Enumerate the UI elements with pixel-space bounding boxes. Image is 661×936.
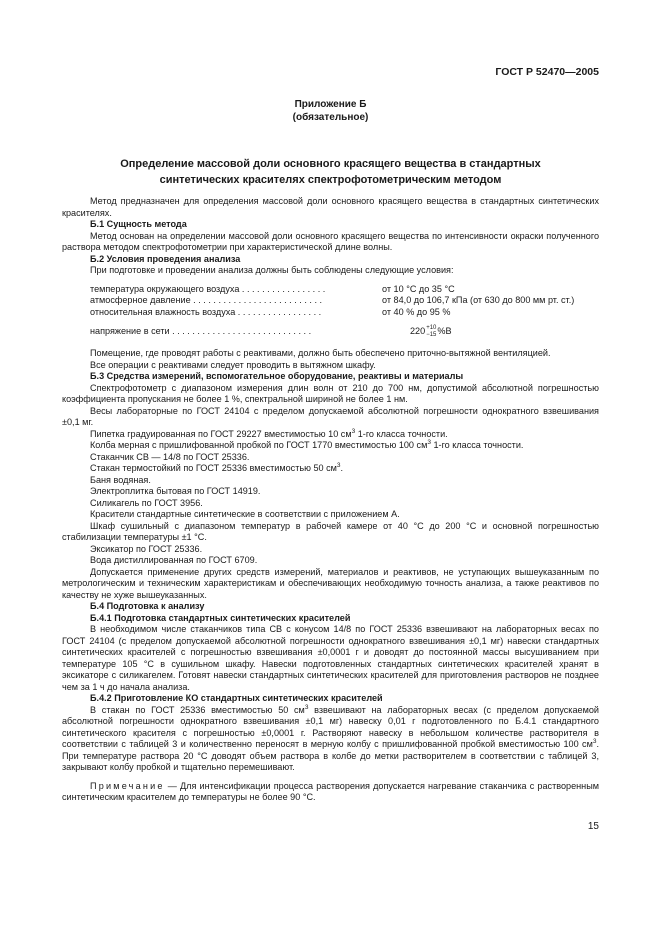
note-label: Примечание bbox=[90, 780, 165, 791]
list-item: Колба мерная с пришлифованной пробкой по ГОСТ 1770 вместимостью 100 $см^3$ 1-го класса точности. bbox=[90, 438, 524, 450]
list-item: Баня водяная. bbox=[90, 474, 151, 485]
section-b3-heading: Б.3 Средства измерений, вспомогательное оборудование, реактивы и материалы bbox=[90, 371, 464, 381]
main-title bbox=[0, 157, 661, 188]
section-b1-heading: Б.1 Сущность метода bbox=[90, 219, 187, 229]
list-item: Весы лабораторные по ГОСТ 24104 с пределом допускаемой абсолютной погрешности однократного взвешивания ±0,1 мг. bbox=[62, 405, 599, 427]
section-b41-text: В необходимом числе стаканчиков типа СВ с конусом 14/8 по ГОСТ 25336 взвешивают на лабораторных весах по ГОСТ 24104 (с пределом допускаемой абсолютной погрешности однократного взвешивания ±0,1 мг) навески стандартных синтетических красителей с погрешностью взвешивания ±0,0001 г и доводят до постоянной массы высушиванием при температуре 105 °С в сушильном шкафу. Навески подготовленных стандартных синтетических красителей хранят в эксикаторе с силикагелем. Готовят навески стандартных синтетических красителей для приготовления растворов не позднее чем за 1 ч до начала анализа. bbox=[62, 624, 599, 692]
section-b42-heading: Б.4.2 Приготовление КО стандартных синтетических красителей bbox=[90, 693, 383, 703]
condition-value: от 40 % до 95 % bbox=[382, 306, 451, 317]
list-item: Спектрофотометр с диапазоном измерения длин волн от 210 до 700 нм, допустимой абсолютной погрешностью коэффициента пропускания не более 1 %, спектральной шириной не более 1 нм. bbox=[62, 382, 599, 404]
section-b2-heading: Б.2 Условия проведения анализа bbox=[90, 253, 241, 264]
condition-row bbox=[62, 307, 599, 319]
voltage-base: 220 bbox=[410, 326, 426, 337]
main-title-line-2: синтетических красителях спектрофотометрическим методом bbox=[159, 173, 502, 186]
list-item: Вода дистиллированная по ГОСТ 6709. bbox=[90, 555, 258, 565]
appendix-heading bbox=[0, 98, 661, 124]
doc-code-header: ГОСТ Р 52470—2005 bbox=[495, 66, 599, 78]
appendix-title: Приложение Б bbox=[294, 99, 367, 110]
list-item: Шкаф сушильный с диапазоном температур в рабочей камере от 40 °С до 200 °С и основной погрешностью стабилизации температуры ±1 °С. bbox=[62, 520, 599, 542]
room-paragraph: Помещение, где проводят работы с реактивами, должно быть обеспечено приточно-вытяжной вентиляцией. bbox=[90, 348, 551, 358]
main-title-line-1: Определение массовой доли основного красящего вещества в стандартных bbox=[120, 158, 541, 170]
list-item: Стаканчик СВ — 14/8 по ГОСТ 25336. bbox=[90, 451, 250, 462]
section-b2-text: При подготовке и проведении анализа должны быть соблюдены следующие условия: bbox=[90, 265, 454, 275]
list-item: Эксикатор по ГОСТ 25336. bbox=[90, 543, 203, 554]
note-text: — Для интенсификации процесса растворения допускается нагревание стаканчика с растворенным синтетическим красителем до температуры не более 90 °С. bbox=[62, 780, 599, 802]
list-item: Стакан термостойкий по ГОСТ 25336 вместимостью 50 $см^3$. bbox=[90, 461, 344, 473]
voltage-value bbox=[382, 325, 452, 339]
appendix-subtitle: (обязательное) bbox=[292, 112, 369, 123]
condition-row bbox=[62, 295, 599, 307]
condition-label: атмосферное давление . . . . . . . . . . . . . . . . . . . . . . . . . . bbox=[90, 295, 323, 305]
note-paragraph bbox=[62, 781, 599, 804]
hood-paragraph: Все операции с реактивами следует проводить в вытяжном шкафу. bbox=[90, 359, 376, 370]
voltage-plus: +10 bbox=[426, 325, 437, 331]
condition-label: температура окружающего воздуха . . . . . . . . . . . . . . . . . bbox=[90, 283, 326, 294]
list-item: Силикагель по ГОСТ 3956. bbox=[90, 497, 203, 508]
section-b1-text: Метод основан на определении массовой доли основного красящего вещества по интенсивности окраски полученного раствора методом спектрофотометрии при характеристической длине волны. bbox=[62, 230, 599, 252]
list-item: Допускается применение других средств измерений, материалов и реактивов, не уступающих вышеуказанным по метрологическим и техническим характеристикам и обеспечивающих необходимую точность анализа, а также реактивов по качеству не хуже вышеуказанных. bbox=[62, 566, 599, 600]
voltage-label: напряжение в сети . . . . . . . . . . . . . . . . . . . . . . . . . . . . bbox=[90, 326, 312, 337]
voltage-row bbox=[62, 325, 599, 339]
list-item: Пипетка градуированная по ГОСТ 29227 вместимостью 10 $см^3$ 1-го класса точности. bbox=[90, 427, 448, 439]
list-item: Красители стандартные синтетические в соответствии с приложением А. bbox=[90, 509, 400, 519]
condition-row bbox=[62, 284, 599, 296]
voltage-unit: %В bbox=[437, 326, 452, 337]
section-b41-heading: Б.4.1 Подготовка стандартных синтетических красителей bbox=[90, 612, 351, 623]
intro-paragraph: Метод предназначен для определения массовой доли основного красящего вещества в стандартных синтетических красителях. bbox=[62, 196, 599, 218]
page-number: 15 bbox=[587, 821, 599, 832]
voltage-tolerance bbox=[426, 325, 436, 339]
condition-label: относительная влажность воздуха . . . . . . . . . . . . . . . . . bbox=[90, 306, 322, 317]
voltage-minus: −15 bbox=[426, 332, 437, 338]
document-body bbox=[62, 196, 599, 804]
condition-value: от 10 °С до 35 °С bbox=[382, 283, 455, 294]
condition-value: от 84,0 до 106,7 кПа (от 630 до 800 мм рт. ст.) bbox=[382, 295, 575, 305]
section-b42-text: В стакан по ГОСТ 25336 вместимостью 50 $см^3$ взвешивают на лабораторных весах (с пределом допускаемой абсолютной погрешности однократного взвешивания ±0,1 мг) навеску 0,01 г подготовленного по Б.4.1 стандартного синтетического красителя с погрешностью ±0,0001 г. Растворяют навеску в небольшом количестве растворителя в соответствии с таблицей 3 и количественно переносят в мерную колбу с пришлифованной пробкой вместимостью 100 $см^3$. При температуре раствора 20 °С доводят объем раствора в колбе до метки растворителем в соответствии с таблицей 3, закрывают колбу пробкой и тщательно перемешивают. bbox=[62, 703, 599, 772]
list-item: Электроплитка бытовая по ГОСТ 14919. bbox=[90, 486, 261, 496]
section-b4-heading: Б.4 Подготовка к анализу bbox=[90, 601, 205, 611]
